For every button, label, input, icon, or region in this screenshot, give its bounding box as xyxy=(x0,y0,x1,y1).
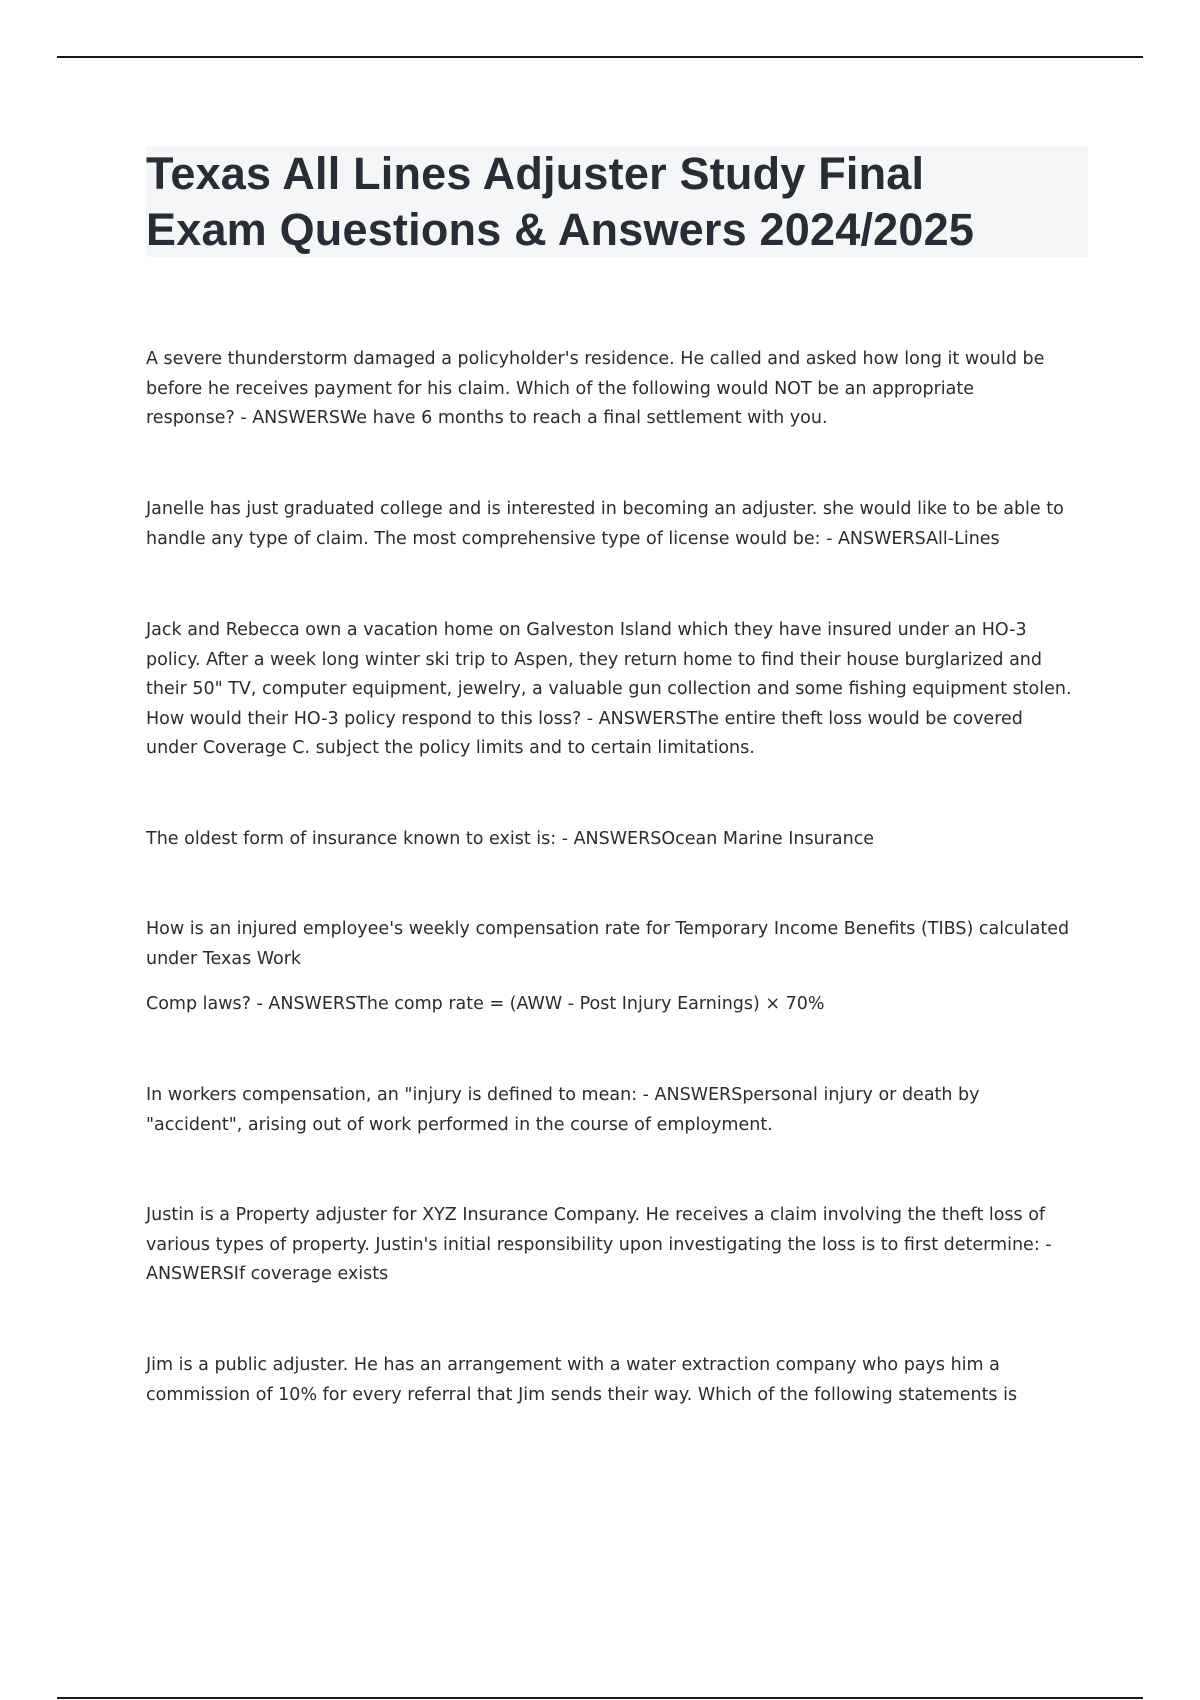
qa-line: How would their HO-3 policy respond to this loss? - ANSWERSThe entire theft loss would be covered xyxy=(146,708,1023,729)
qa-line: A severe thunderstorm damaged a policyholder's residence. He called and asked how long it would be xyxy=(146,349,1045,369)
title-line: Exam Questions & Answers 2024/2025 xyxy=(146,204,975,255)
qa-line: Jim is a public adjuster. He has an arrangement with a water extraction company who pays him a xyxy=(146,1355,1000,1375)
qa-line: Jack and Rebecca own a vacation home on Galveston Island which they have insured under an HO-3 xyxy=(146,620,1027,640)
qa-line: handle any type of claim. The most comprehensive type of license would be: - ANSWERSAll-Lines xyxy=(146,528,1000,549)
qa-line: "accident", arising out of work performed in the course of employment. xyxy=(146,1114,773,1135)
qa-line: Janelle has just graduated college and is interested in becoming an adjuster. she would like to be able to xyxy=(146,499,1064,519)
qa-line: In workers compensation, an "injury is defined to mean: - ANSWERSpersonal injury or death by xyxy=(146,1085,980,1105)
qa-line: policy. After a week long winter ski trip to Aspen, they return home to find their house burglarized and xyxy=(146,649,1042,670)
qa-item-injury-definition xyxy=(146,1081,1096,1140)
qa-line: their 50" TV, computer equipment, jewelry, a valuable gun collection and some fishing equipment stolen. xyxy=(146,679,1072,699)
top-rule xyxy=(57,56,1143,58)
qa-line: under Coverage C. subject the policy limits and to certain limitations. xyxy=(146,738,755,758)
qa-line: The oldest form of insurance known to exist is: - ANSWERSOcean Marine Insurance xyxy=(146,829,875,849)
qa-item-thunderstorm xyxy=(146,345,1096,434)
title-line: Texas All Lines Adjuster Study Final xyxy=(146,148,925,199)
qa-line: ANSWERSIf coverage exists xyxy=(146,1264,389,1284)
qa-item-tibs xyxy=(146,915,1096,974)
qa-item-oldest-insurance xyxy=(146,825,1096,855)
qa-line: response? - ANSWERSWe have 6 months to reach a final settlement with you. xyxy=(146,408,828,428)
bottom-rule xyxy=(57,1697,1143,1699)
qa-item-comp-laws xyxy=(146,990,1096,1020)
qa-item-justin xyxy=(146,1201,1096,1290)
qa-line: Comp laws? - ANSWERSThe comp rate = (AWW - Post Injury Earnings) × 70% xyxy=(146,994,825,1014)
qa-item-janelle xyxy=(146,495,1096,554)
qa-line: various types of property. Justin's initial responsibility upon investigating the loss is to first determine: - xyxy=(146,1234,1052,1255)
qa-line: How is an injured employee's weekly compensation rate for Temporary Income Benefits (TIBS) calculated xyxy=(146,919,1070,939)
qa-line: under Texas Work xyxy=(146,948,302,969)
qa-line: Justin is a Property adjuster for XYZ Insurance Company. He receives a claim involving the theft loss of xyxy=(146,1205,1046,1225)
document-title xyxy=(146,146,1088,258)
qa-line: commission of 10% for every referral that Jim sends their way. Which of the following statements is xyxy=(146,1384,1018,1405)
title-block xyxy=(146,146,1088,257)
qa-item-jim xyxy=(146,1351,1096,1410)
qa-line: before he receives payment for his claim. Which of the following would NOT be an appropriate xyxy=(146,378,974,399)
qa-item-jack-rebecca xyxy=(146,616,1096,764)
